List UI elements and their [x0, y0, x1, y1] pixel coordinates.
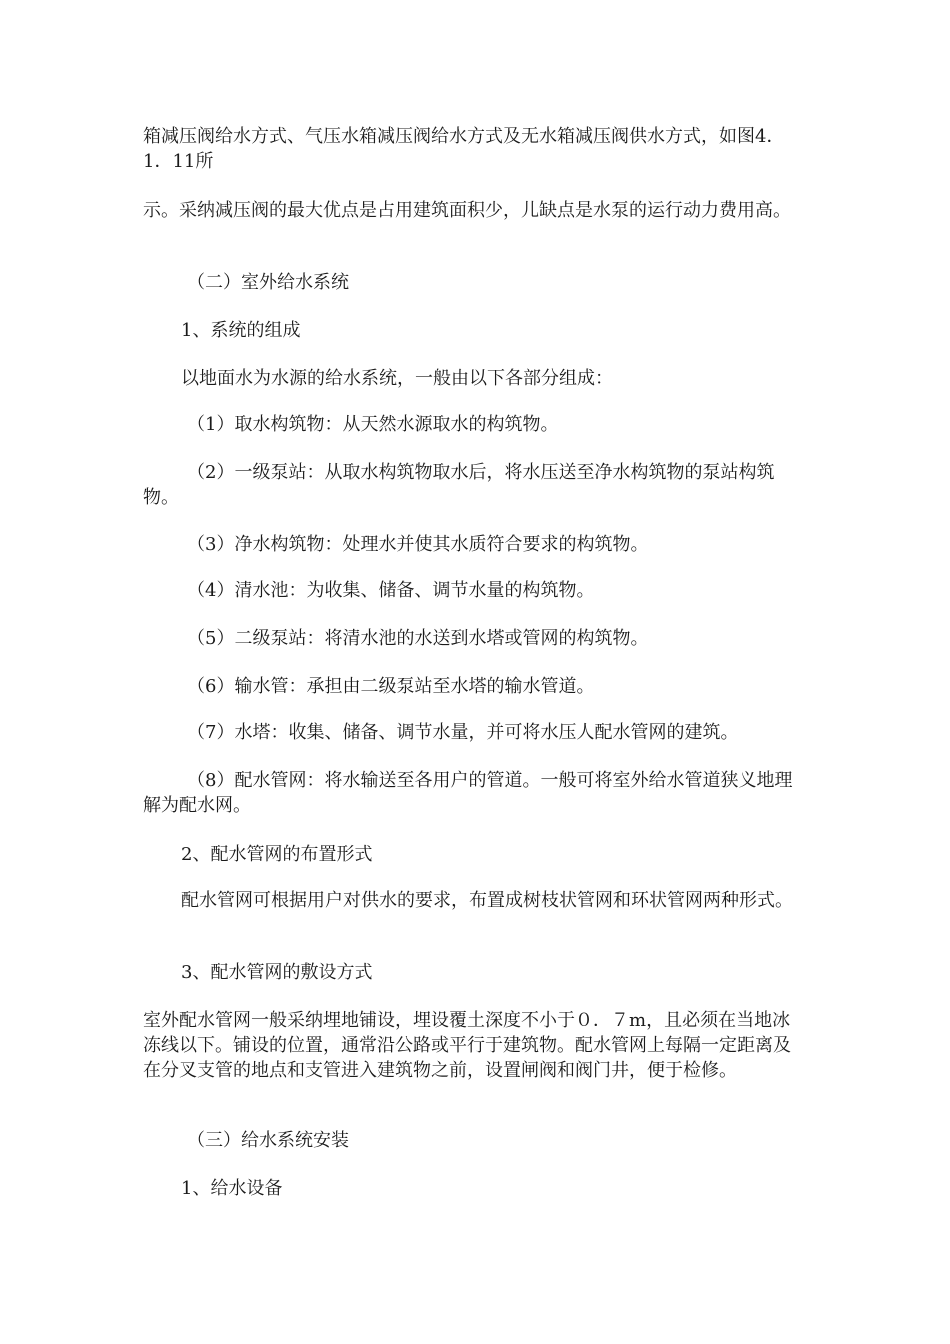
paragraph-composition-intro: 以地面水为水源的给水系统，一般由以下各部分组成： — [181, 368, 613, 389]
subheading-water-supply-equipment: 1、给水设备 — [181, 1178, 283, 1199]
section-heading-outdoor-water-supply: （二）室外给水系统 — [187, 272, 349, 293]
list-item-purification-structure: （3）净水构筑物：处理水并使其水质符合要求的构筑物。 — [187, 534, 649, 555]
list-item-clear-water-tank: （4）清水池：为收集、储备、调节水量的构筑物。 — [187, 580, 595, 601]
paragraph-pressure-valve-advantage: 示。采纳减压阀的最大优点是占用建筑面积少，儿缺点是水泵的运行动力费用高。 — [143, 200, 791, 221]
paragraph-pressure-valve-methods: 箱减压阀给水方式、气压水箱减压阀给水方式及无水箱减压阀供水方式，如图4．1．11所 — [143, 126, 785, 172]
list-item-intake-structure: （1）取水构筑物：从天然水源取水的构筑物。 — [187, 414, 559, 435]
list-item-secondary-pump-station: （5）二级泵站：将清水池的水送到水塔或管网的构筑物。 — [187, 628, 649, 649]
section-heading-system-installation: （三）给水系统安装 — [187, 1130, 349, 1151]
list-item-primary-pump-station: （2）一级泵站：从取水构筑物取水后，将水压送至净水构筑物的泵站构筑物。 — [143, 462, 775, 508]
paragraph-network-laying: 室外配水管网一般采纳埋地铺设，埋设覆土深度不小于０．７m，且必须在当地冰冻线以下。铺设的位置，通常沿公路或平行于建筑物。配水管网上每隔一定距离及在分叉支管的地点和支管进入建筑物之前，设置闸阀和阀门井，便于检修。 — [143, 1010, 791, 1081]
list-item-water-tower: （7）水塔：收集、储备、调节水量，并可将水压人配水管网的建筑。 — [187, 722, 739, 743]
list-item-distribution-network: （8）配水管网：将水输送至各用户的管道。一般可将室外给水管道狭义地理解为配水网。 — [143, 770, 793, 816]
paragraph-network-layout: 配水管网可根据用户对供水的要求，布置成树枝状管网和环状管网两种形式。 — [181, 890, 793, 911]
subheading-network-laying: 3、配水管网的敷设方式 — [181, 962, 373, 983]
subheading-network-layout: 2、配水管网的布置形式 — [181, 844, 373, 865]
subheading-system-composition: 1、系统的组成 — [181, 320, 301, 341]
list-item-transmission-pipe: （6）输水管：承担由二级泵站至水塔的输水管道。 — [187, 676, 595, 697]
